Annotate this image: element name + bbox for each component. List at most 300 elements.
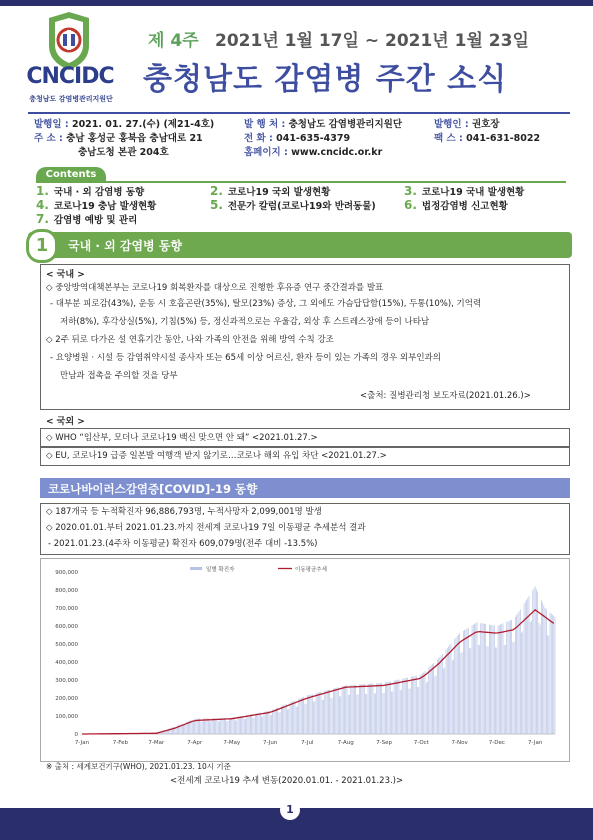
- daily-case-bar: [286, 704, 287, 734]
- daily-case-bar: [467, 629, 468, 734]
- source-note: <출처: 질병관리청 보도자료(2021.01.26.)>: [360, 391, 531, 401]
- daily-case-bar: [288, 709, 289, 734]
- summary-detail: - 2021.01.23.(4주차 이동평균) 확진자 609,079명(전주 대비 -13.5%): [48, 539, 318, 549]
- daily-case-bar: [204, 718, 205, 734]
- daily-case-bar: [449, 645, 450, 734]
- daily-case-bar: [401, 690, 402, 734]
- website-label: 홈페이지 :: [244, 147, 288, 158]
- daily-case-bar: [291, 702, 292, 734]
- daily-case-bar: [495, 647, 496, 734]
- daily-case-bar: [213, 718, 214, 734]
- daily-case-bar: [435, 676, 436, 734]
- y-tick-label: 800,000: [55, 588, 78, 594]
- x-tick-label: 7-Jun: [263, 740, 278, 746]
- fax-label: 팩 스 :: [434, 133, 463, 144]
- daily-case-bar: [235, 720, 236, 734]
- daily-case-bar: [234, 717, 235, 734]
- daily-case-bar: [546, 609, 547, 734]
- contents-item-number: 3.: [404, 184, 417, 198]
- daily-case-bar: [316, 693, 317, 734]
- contents-item-label: 전문가 칼럼(코로나19와 반려동물): [227, 201, 376, 212]
- daily-case-bar: [239, 716, 240, 734]
- contents-item[interactable]: [36, 184, 144, 198]
- daily-case-bar: [220, 718, 221, 734]
- daily-case-bar: [493, 625, 494, 734]
- daily-case-bar: [209, 721, 210, 734]
- daily-case-bar: [400, 690, 401, 734]
- daily-case-bar: [303, 697, 304, 734]
- daily-case-bar: [433, 663, 434, 734]
- daily-case-bar: [300, 698, 301, 734]
- daily-case-bar: [494, 626, 495, 734]
- daily-case-bar: [257, 713, 258, 734]
- daily-case-bar: [430, 667, 431, 735]
- publisher-label: 발 행 처 :: [244, 119, 286, 130]
- daily-case-bar: [322, 700, 323, 734]
- daily-case-bar: [518, 613, 519, 734]
- daily-case-bar: [421, 675, 422, 734]
- daily-case-bar: [244, 719, 245, 734]
- daily-case-bar: [555, 617, 556, 734]
- daily-case-bar: [530, 622, 531, 734]
- website-link[interactable]: www.cncidc.or.kr: [291, 147, 383, 158]
- daily-case-bar: [298, 699, 299, 734]
- daily-case-bar: [240, 716, 241, 734]
- daily-case-bar: [253, 718, 254, 734]
- daily-case-bar: [380, 683, 381, 734]
- daily-case-bar: [250, 714, 251, 734]
- daily-case-bar: [360, 684, 361, 734]
- daily-case-bar: [308, 695, 309, 734]
- daily-case-bar: [411, 677, 412, 734]
- daily-case-bar: [396, 680, 397, 734]
- daily-case-bar: [236, 720, 237, 734]
- daily-case-bar: [259, 713, 260, 734]
- issuer: 권호장: [471, 119, 500, 130]
- daily-case-bar: [535, 586, 536, 734]
- x-tick-label: 7-Feb: [112, 740, 129, 746]
- contents-item-label: 감염병 예방 및 관리: [53, 215, 138, 226]
- daily-case-bar: [319, 692, 320, 734]
- daily-case-bar: [306, 703, 307, 734]
- daily-case-bar: [347, 685, 348, 734]
- daily-case-bar: [417, 687, 418, 734]
- logo-abbr: CNCIDC: [26, 64, 114, 89]
- daily-case-bar: [270, 715, 271, 734]
- chart-caption: <전세계 코로나19 추세 변동(2020.01.01. - 2021.01.23.)>: [170, 776, 404, 786]
- contents-item-number: 7.: [36, 212, 49, 226]
- daily-case-bar: [355, 685, 356, 734]
- daily-case-bar: [443, 669, 444, 734]
- daily-case-bar: [305, 704, 306, 734]
- daily-case-bar: [423, 672, 424, 734]
- top-bar: [0, 0, 593, 6]
- daily-case-bar: [488, 646, 489, 734]
- daily-case-bar: [357, 694, 358, 734]
- daily-case-bar: [465, 629, 466, 734]
- daily-case-bar: [446, 650, 447, 734]
- daily-case-bar: [392, 691, 393, 734]
- daily-case-bar: [519, 611, 520, 734]
- daily-case-bar: [513, 642, 514, 734]
- daily-case-bar: [223, 718, 224, 734]
- daily-case-bar: [302, 697, 303, 734]
- daily-case-bar: [439, 657, 440, 734]
- daily-case-bar: [205, 718, 206, 734]
- daily-case-bar: [350, 685, 351, 734]
- daily-case-bar: [281, 706, 282, 734]
- daily-case-bar: [297, 706, 298, 734]
- daily-case-bar: [470, 648, 471, 734]
- daily-case-bar: [376, 683, 377, 734]
- daily-case-bar: [202, 722, 203, 734]
- contents-item-label: 코로나19 국외 발생현황: [227, 187, 331, 198]
- daily-case-bar: [540, 625, 541, 734]
- daily-case-bar: [541, 600, 542, 734]
- daily-case-bar: [463, 631, 464, 734]
- daily-case-bar: [267, 711, 268, 734]
- daily-case-bar: [482, 623, 483, 734]
- daily-case-bar: [363, 684, 364, 734]
- daily-case-bar: [317, 693, 318, 734]
- daily-case-bar: [390, 681, 391, 734]
- daily-case-bar: [307, 695, 308, 734]
- daily-case-bar: [415, 676, 416, 734]
- daily-case-bar: [201, 722, 202, 734]
- x-tick-label: 7-Sep: [376, 740, 393, 746]
- daily-case-bar: [442, 654, 443, 734]
- daily-case-bar: [269, 711, 270, 734]
- daily-case-bar: [511, 620, 512, 734]
- daily-case-bar: [437, 660, 438, 734]
- daily-case-bar: [539, 622, 540, 734]
- daily-case-bar: [373, 683, 374, 734]
- daily-case-bar: [527, 598, 528, 734]
- x-tick-label: 7-May: [223, 740, 241, 746]
- y-tick-label: 0: [74, 732, 78, 738]
- daily-case-bar: [219, 721, 220, 734]
- daily-case-bar: [410, 688, 411, 734]
- covid-trend-chart: [40, 558, 568, 760]
- daily-case-bar: [544, 605, 545, 734]
- contents-item-label: 코로나19 충남 발생현황: [53, 201, 157, 212]
- daily-case-bar: [318, 692, 319, 734]
- daily-case-bar: [427, 682, 428, 734]
- daily-case-bar: [487, 646, 488, 734]
- daily-case-bar: [264, 712, 265, 734]
- daily-case-bar: [260, 712, 261, 734]
- daily-case-bar: [384, 693, 385, 734]
- section-1-header: [28, 232, 572, 258]
- daily-case-bar: [295, 700, 296, 734]
- daily-case-bar: [326, 691, 327, 734]
- daily-case-bar: [353, 685, 354, 734]
- contents-item-label: 국내 · 외 감염병 동향: [53, 187, 145, 198]
- contents-item-label: 코로나19 국내 발생현황: [421, 187, 525, 198]
- daily-case-bar: [425, 671, 426, 734]
- daily-case-bar: [447, 648, 448, 734]
- daily-case-bar: [431, 665, 432, 734]
- contents-item-number: 6.: [404, 198, 417, 212]
- daily-case-bar: [389, 682, 390, 734]
- daily-case-bar: [215, 718, 216, 734]
- daily-case-bar: [515, 617, 516, 734]
- pub-date: 2021. 01. 27.(수) (제21-4호): [71, 119, 215, 130]
- contents-item[interactable]: [36, 212, 137, 226]
- summary-item: ◇ 2020.01.01.부터 2021.01.23.까지 전세계 코로나19 7일 이동평균 추세분석 결과: [46, 523, 366, 533]
- chart-source: ※ 출처 : 세계보건기구(WHO), 2021.01.23. 10시 기준: [46, 762, 231, 771]
- daily-case-bar: [548, 636, 549, 734]
- daily-case-bar: [496, 648, 497, 734]
- daily-case-bar: [361, 684, 362, 734]
- contents-item[interactable]: [404, 184, 524, 198]
- daily-case-bar: [245, 719, 246, 734]
- daily-case-bar: [225, 718, 226, 734]
- daily-case-bar: [340, 696, 341, 734]
- daily-case-bar: [296, 707, 297, 734]
- daily-case-bar: [473, 625, 474, 734]
- daily-case-bar: [337, 688, 338, 734]
- daily-case-bar: [338, 687, 339, 734]
- daily-case-bar: [545, 608, 546, 734]
- phone-label: 전 화 :: [244, 133, 273, 144]
- daily-case-bar: [479, 645, 480, 734]
- y-tick-label: 300,000: [55, 678, 78, 684]
- y-tick-label: 500,000: [55, 642, 78, 648]
- daily-case-bar: [407, 678, 408, 734]
- daily-case-bar: [492, 625, 493, 734]
- daily-case-bar: [309, 695, 310, 734]
- daily-case-bar: [265, 712, 266, 734]
- daily-case-bar: [348, 695, 349, 734]
- daily-case-bar: [349, 695, 350, 734]
- foreign-news-item: ◇ WHO “임산부, 모더나 코로나19 백신 맞으면 안 돼” <2021.01.27.>: [46, 433, 318, 443]
- legend-label-average: 이동평균추세: [295, 567, 327, 573]
- daily-case-bar: [241, 716, 242, 734]
- daily-case-bar: [345, 685, 346, 734]
- contents-item[interactable]: [36, 198, 156, 212]
- daily-case-bar: [490, 625, 491, 734]
- daily-case-bar: [293, 701, 294, 734]
- daily-case-bar: [261, 717, 262, 734]
- daily-case-bar: [365, 694, 366, 734]
- daily-case-bar: [224, 718, 225, 734]
- daily-case-bar: [282, 706, 283, 735]
- contents-divider: [36, 181, 566, 183]
- daily-case-bar: [472, 625, 473, 734]
- daily-case-bar: [480, 623, 481, 734]
- section-2-title: 코로나바이러스감염증[COVID]-19 동향: [48, 482, 258, 496]
- daily-case-bar: [271, 715, 272, 734]
- daily-case-bar: [553, 616, 554, 734]
- daily-case-bar: [324, 691, 325, 734]
- phone: 041-635-4379: [276, 133, 351, 144]
- daily-case-bar: [483, 624, 484, 734]
- contents-item[interactable]: [210, 198, 376, 212]
- daily-case-bar: [207, 718, 208, 734]
- page-title: 충청남도 감염병 주간 소식: [143, 62, 508, 97]
- daily-case-bar: [230, 718, 231, 734]
- daily-case-bar: [426, 683, 427, 734]
- daily-case-bar: [359, 684, 360, 734]
- news-detail: 저하(8%), 후각상실(5%), 기침(5%) 등, 정신과적으로는 우울감, 외상 후 스트레스장애 등이 나타남: [60, 317, 430, 327]
- address-line2: 충남도청 본관 204호: [78, 147, 169, 158]
- date-range: 2021년 1월 17일 ~ 2021년 1월 23일: [215, 31, 529, 51]
- daily-case-bar: [395, 680, 396, 734]
- daily-case-bar: [290, 702, 291, 734]
- x-tick-label: 7-Aug: [337, 740, 354, 746]
- daily-case-bar: [550, 613, 551, 735]
- contents-item-number: 4.: [36, 198, 49, 212]
- daily-case-bar: [399, 679, 400, 734]
- daily-case-bar: [505, 645, 506, 734]
- daily-case-bar: [438, 658, 439, 734]
- daily-case-bar: [314, 702, 315, 734]
- y-tick-label: 700,000: [55, 606, 78, 612]
- y-tick-label: 100,000: [55, 714, 78, 720]
- contents-item-number: 2.: [210, 184, 223, 198]
- daily-case-bar: [287, 710, 288, 734]
- daily-case-bar: [489, 625, 490, 734]
- daily-case-bar: [453, 659, 454, 734]
- daily-case-bar: [499, 625, 500, 734]
- daily-case-bar: [462, 652, 463, 734]
- legend-swatch-daily: [190, 567, 202, 570]
- daily-case-bar: [444, 668, 445, 734]
- daily-case-bar: [222, 718, 223, 734]
- y-tick-label: 200,000: [55, 696, 78, 702]
- section-2-header: [40, 478, 570, 498]
- daily-case-bar: [321, 692, 322, 734]
- daily-case-bar: [183, 725, 184, 734]
- daily-case-bar: [397, 680, 398, 734]
- daily-case-bar: [526, 600, 527, 734]
- daily-case-bar: [461, 653, 462, 734]
- daily-case-bar: [279, 712, 280, 734]
- daily-case-bar: [506, 622, 507, 734]
- daily-case-bar: [192, 723, 193, 734]
- daily-case-bar: [184, 725, 185, 734]
- daily-case-bar: [214, 718, 215, 734]
- daily-case-bar: [335, 688, 336, 734]
- contents-item-number: 5.: [210, 198, 223, 212]
- x-tick-label: 7-Nov: [451, 740, 468, 746]
- daily-case-bar: [406, 678, 407, 734]
- contents-item[interactable]: [210, 184, 330, 198]
- daily-case-bar: [323, 700, 324, 734]
- daily-case-bar: [501, 624, 502, 734]
- legend-label-daily: 일별 확진자: [206, 567, 235, 573]
- daily-case-bar: [420, 675, 421, 734]
- daily-case-bar: [311, 694, 312, 734]
- daily-case-bar: [457, 636, 458, 734]
- daily-case-bar: [266, 711, 267, 734]
- domestic-header: < 국내 >: [46, 270, 85, 280]
- daily-case-bar: [404, 678, 405, 734]
- issuer-label: 발행인 :: [434, 119, 469, 130]
- daily-case-bar: [313, 702, 314, 734]
- daily-case-bar: [441, 655, 442, 734]
- daily-case-bar: [475, 623, 476, 734]
- daily-case-bar: [327, 690, 328, 734]
- x-tick-label: 7-Jan: [528, 740, 543, 746]
- daily-case-bar: [354, 685, 355, 734]
- daily-case-bar: [474, 624, 475, 734]
- fax: 041-631-8022: [466, 133, 541, 144]
- daily-case-bar: [375, 693, 376, 734]
- daily-case-bar: [218, 721, 219, 734]
- daily-case-bar: [452, 660, 453, 734]
- daily-case-bar: [262, 716, 263, 734]
- daily-case-bar: [413, 676, 414, 734]
- daily-case-bar: [484, 624, 485, 734]
- daily-case-bar: [521, 633, 522, 734]
- section-1-title: 국내 · 외 감염병 동향: [68, 239, 183, 253]
- daily-case-bar: [520, 609, 521, 734]
- logo-org-name: 충청남도 감염병관리지원단: [29, 95, 113, 103]
- week-label: 제 4주: [148, 31, 199, 51]
- daily-case-bar: [328, 690, 329, 734]
- x-tick-label: 7-Apr: [187, 740, 203, 746]
- daily-case-bar: [485, 624, 486, 734]
- contents-item[interactable]: [404, 198, 508, 212]
- daily-case-bar: [334, 688, 335, 734]
- daily-case-bar: [364, 684, 365, 734]
- daily-case-bar: [233, 718, 234, 734]
- daily-case-bar: [231, 718, 232, 734]
- daily-case-bar: [386, 682, 387, 734]
- daily-case-bar: [387, 682, 388, 734]
- daily-case-bar: [416, 676, 417, 734]
- daily-case-bar: [212, 718, 213, 734]
- x-tick-label: 7-Dec: [488, 740, 505, 746]
- daily-case-bar: [509, 621, 510, 734]
- daily-case-bar: [227, 721, 228, 734]
- news-item: ◇ 2주 뒤로 다가온 설 연휴기간 동안, 나와 가족의 안전을 위해 방역 수칙 강조: [46, 335, 334, 345]
- daily-case-bar: [249, 715, 250, 734]
- daily-case-bar: [459, 633, 460, 734]
- daily-case-bar: [256, 713, 257, 734]
- y-tick-label: 900,000: [55, 570, 78, 576]
- daily-case-bar: [504, 645, 505, 734]
- foreign-header: < 국외 >: [46, 417, 85, 427]
- daily-case-bar: [547, 635, 548, 734]
- daily-case-bar: [254, 718, 255, 734]
- daily-case-bar: [272, 710, 273, 734]
- daily-case-bar: [508, 621, 509, 734]
- daily-case-bar: [248, 715, 249, 734]
- daily-case-bar: [537, 592, 538, 734]
- y-tick-label: 400,000: [55, 660, 78, 666]
- daily-case-bar: [243, 716, 244, 734]
- daily-case-bar: [448, 647, 449, 734]
- address-label: 주 소 :: [34, 133, 63, 144]
- daily-case-bar: [203, 718, 204, 734]
- daily-case-bar: [405, 678, 406, 734]
- daily-case-bar: [524, 604, 525, 734]
- daily-case-bar: [551, 614, 552, 734]
- x-tick-label: 7-Jul: [301, 740, 314, 746]
- foreign-news-item: ◇ EU, 코로나19 급증 일본발 여행객 받지 않기로…코로나 해외 유입 차단 <2021.01.27.>: [46, 451, 387, 461]
- daily-case-bar: [394, 681, 395, 734]
- contents-item-number: 1.: [36, 184, 49, 198]
- contents-tab: Contents: [36, 167, 106, 182]
- daily-case-bar: [402, 679, 403, 734]
- daily-case-bar: [379, 683, 380, 734]
- daily-case-bar: [342, 686, 343, 734]
- daily-case-bar: [409, 689, 410, 734]
- daily-case-bar: [208, 718, 209, 734]
